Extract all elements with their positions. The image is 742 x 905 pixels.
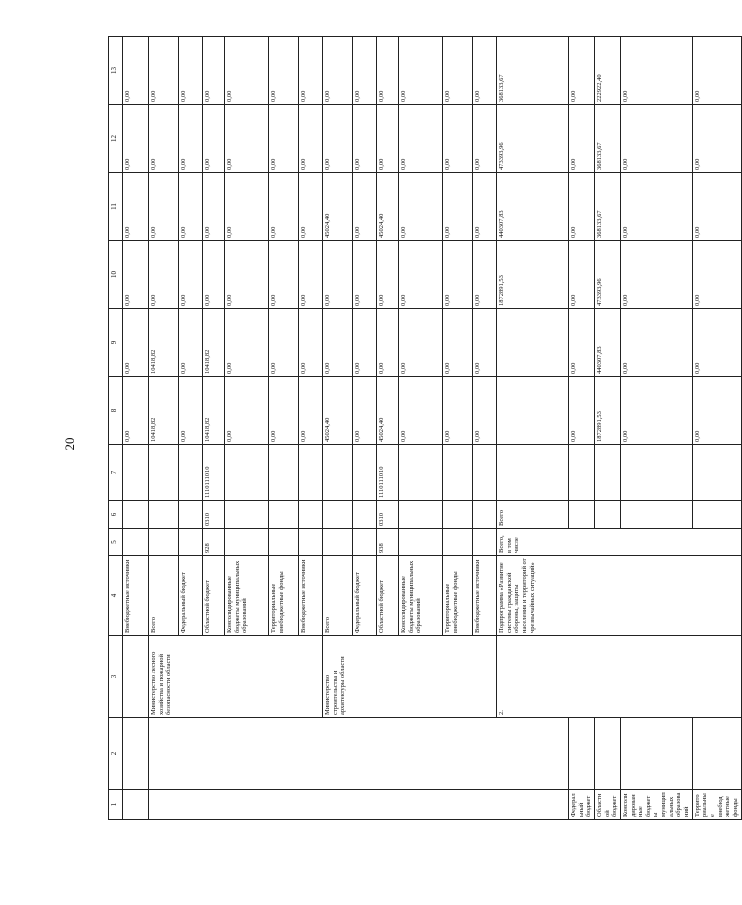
grbs-code-cell (473, 529, 497, 556)
amount-cell: 0,00 (179, 377, 203, 445)
section-code-cell (443, 501, 473, 529)
amount-cell: 0,00 (377, 37, 399, 105)
section-code-cell (568, 501, 594, 529)
amount-cell: 0,00 (692, 105, 741, 173)
amount-cell: 0,00 (473, 105, 497, 173)
target-article-cell (443, 445, 473, 501)
amount-cell: 0,00 (323, 37, 353, 105)
amount-cell: 0,00 (443, 37, 473, 105)
grbs-code-cell (443, 529, 473, 556)
amount-cell: 0,00 (225, 241, 269, 309)
amount-cell: 0,00 (692, 309, 741, 377)
amount-cell: 0,00 (269, 309, 299, 377)
amount-cell: 0,00 (399, 105, 443, 173)
header-cell: 6 (109, 501, 123, 529)
amount-cell: 0,00 (225, 105, 269, 173)
amount-cell: 0,00 (473, 37, 497, 105)
amount-cell: 0,00 (203, 241, 225, 309)
target-article-cell (269, 445, 299, 501)
amount-cell: 0,00 (149, 241, 179, 309)
amount-cell: 0,00 (473, 241, 497, 309)
amount-cell: 0,00 (123, 105, 149, 173)
amount-cell: 0,00 (299, 173, 323, 241)
grbs-code-cell (269, 529, 299, 556)
target-article-cell: 1110111010 (203, 445, 225, 501)
target-article-cell (225, 445, 269, 501)
amount-cell: 0,00 (568, 377, 594, 445)
section-code-cell (620, 501, 692, 529)
amount-cell: 0,00 (299, 377, 323, 445)
funding-source-cell: Областной бюджет (377, 556, 399, 636)
executor-cell: Министерство строительства и архитектуры области (323, 636, 497, 718)
amount-cell: 0,00 (179, 173, 203, 241)
amount-cell: 10418,82 (203, 309, 225, 377)
amount-cell: 0,00 (353, 309, 377, 377)
amount-cell: 0,00 (299, 105, 323, 173)
amount-cell: 0,00 (179, 309, 203, 377)
amount-cell: 0,00 (149, 37, 179, 105)
amount-cell: 1872891,53 (594, 377, 620, 445)
amount-cell: 0,00 (473, 309, 497, 377)
funding-source-cell: Федеральный бюджет (353, 556, 377, 636)
table-container (108, 37, 740, 820)
amount-cell: 0,00 (443, 377, 473, 445)
grbs-code-cell (149, 529, 179, 556)
amount-cell: 440307,83 (497, 173, 569, 241)
header-cell: 2 (109, 718, 123, 790)
amount-cell: 0,00 (473, 173, 497, 241)
header-cell: 3 (109, 636, 123, 718)
amount-cell: 0,00 (692, 173, 741, 241)
target-article-cell (399, 445, 443, 501)
amount-cell: 0,00 (399, 377, 443, 445)
executor-cell (123, 636, 149, 718)
amount-cell: 0,00 (620, 309, 692, 377)
amount-cell: 0,00 (377, 105, 399, 173)
amount-cell: 0,00 (323, 241, 353, 309)
grbs-code-cell (299, 529, 323, 556)
funding-source-cell: Внебюджетные источники (123, 556, 149, 636)
target-article-cell (473, 445, 497, 501)
amount-cell: 0,00 (692, 241, 741, 309)
funding-source-cell: Территориальные внебюджетные фонды (443, 556, 473, 636)
table-row (123, 37, 149, 820)
target-article-cell (353, 445, 377, 501)
amount-cell: 0,00 (299, 37, 323, 105)
amount-cell: 0,00 (568, 241, 594, 309)
section-code-cell (399, 501, 443, 529)
amount-cell: 0,00 (123, 377, 149, 445)
amount-cell: 0,00 (399, 173, 443, 241)
header-cell: 4 (109, 556, 123, 636)
amount-cell: 0,00 (149, 105, 179, 173)
grbs-code-cell: 928 (203, 529, 225, 556)
amount-cell: 0,00 (399, 37, 443, 105)
amount-cell: 0,00 (353, 105, 377, 173)
section-code-cell: 0310 (203, 501, 225, 529)
funding-source-cell: Всего (323, 556, 353, 636)
amount-cell: 0,00 (620, 241, 692, 309)
funding-source-cell: Всего (149, 556, 179, 636)
section-code-cell (179, 501, 203, 529)
header-cell: 13 (109, 37, 123, 105)
amount-cell: 0,00 (269, 377, 299, 445)
executor-cell: Министерство лесного хозяйства и пожарной безопасности области (149, 636, 323, 718)
target-article-cell (299, 445, 323, 501)
funding-source-cell: Областной бюджет (594, 790, 620, 820)
amount-cell: 0,00 (692, 37, 741, 105)
target-article-cell: 1110111010 (377, 445, 399, 501)
amount-cell: 0,00 (323, 105, 353, 173)
amount-cell: 0,00 (225, 377, 269, 445)
section-code-cell (123, 501, 149, 529)
amount-cell: 0,00 (203, 105, 225, 173)
amount-cell: 222922,40 (594, 37, 620, 105)
grbs-code-cell: 938 (377, 529, 399, 556)
header-cell: 5 (109, 529, 123, 556)
section-code-cell (692, 501, 741, 529)
amount-cell: 0,00 (399, 241, 443, 309)
row-number-cell (123, 790, 149, 820)
amount-cell: 45024,40 (323, 377, 353, 445)
executor-cell: Всего, в том числе (497, 529, 742, 556)
section-code-cell (497, 377, 569, 445)
amount-cell: 10418,82 (149, 377, 179, 445)
grbs-code-cell (497, 445, 569, 501)
amount-cell: 0,00 (443, 173, 473, 241)
grbs-code-cell (620, 718, 692, 790)
amount-cell: 0,00 (149, 173, 179, 241)
header-cell: 12 (109, 105, 123, 173)
table-row (497, 37, 569, 820)
amount-cell: 0,00 (377, 309, 399, 377)
section-code-cell (323, 501, 353, 529)
funding-source-cell: Территориальные внебюджетные фонды (692, 790, 741, 820)
section-code-cell (225, 501, 269, 529)
section-code-cell: 0310 (377, 501, 399, 529)
funding-source-cell: Консолидированные бюджеты муниципальных образований (399, 556, 443, 636)
amount-cell: 440307,83 (594, 309, 620, 377)
target-article-cell (594, 445, 620, 501)
grbs-code-cell (123, 529, 149, 556)
row-number-cell (149, 790, 569, 820)
amount-cell: 0,00 (269, 173, 299, 241)
amount-cell: 0,00 (123, 241, 149, 309)
funding-source-cell: Консолидированные бюджеты муниципальных образований (225, 556, 269, 636)
grbs-code-cell (399, 529, 443, 556)
budget-table (108, 36, 742, 820)
amount-cell: 45024,40 (377, 173, 399, 241)
grbs-code-cell (225, 529, 269, 556)
amount-cell: 0,00 (443, 309, 473, 377)
header-cell: 7 (109, 445, 123, 501)
header-row (109, 37, 123, 820)
target-article-cell (497, 309, 569, 377)
amount-cell: 0,00 (568, 309, 594, 377)
amount-cell: 0,00 (692, 377, 741, 445)
amount-cell: 0,00 (269, 37, 299, 105)
amount-cell: 0,00 (203, 37, 225, 105)
table-row (323, 37, 353, 820)
program-cell (149, 718, 569, 790)
amount-cell: 0,00 (568, 173, 594, 241)
section-code-cell (149, 501, 179, 529)
program-cell (123, 718, 149, 790)
row-number-cell: 2. (497, 636, 742, 718)
amount-cell: 0,00 (269, 241, 299, 309)
amount-cell: 0,00 (225, 173, 269, 241)
header-cell: 10 (109, 241, 123, 309)
amount-cell: 0,00 (203, 173, 225, 241)
rotated-table-frame (108, 37, 740, 820)
grbs-code-cell (179, 529, 203, 556)
funding-source-cell: Внебюджетные источники (473, 556, 497, 636)
amount-cell: 0,00 (620, 37, 692, 105)
grbs-code-cell (692, 718, 741, 790)
funding-source-cell: Федеральный бюджет (179, 556, 203, 636)
target-article-cell (149, 445, 179, 501)
section-code-cell (269, 501, 299, 529)
funding-source-cell: Областной бюджет (203, 556, 225, 636)
amount-cell: 0,00 (399, 309, 443, 377)
target-article-cell (568, 445, 594, 501)
amount-cell: 0,00 (620, 173, 692, 241)
table-row (149, 37, 179, 820)
funding-source-cell: Территориальные внебюджетные фонды (269, 556, 299, 636)
header-cell: 8 (109, 377, 123, 445)
amount-cell: 1872891,53 (497, 241, 569, 309)
target-article-cell (179, 445, 203, 501)
amount-cell: 10418,82 (149, 309, 179, 377)
amount-cell: 45024,40 (377, 377, 399, 445)
funding-source-cell: Федеральный бюджет (568, 790, 594, 820)
header-cell: 11 (109, 173, 123, 241)
target-article-cell (620, 445, 692, 501)
target-article-cell (323, 445, 353, 501)
amount-cell: 0,00 (123, 309, 149, 377)
amount-cell: 0,00 (353, 241, 377, 309)
funding-source-cell: Внебюджетные источники (299, 556, 323, 636)
amount-cell: 0,00 (377, 241, 399, 309)
amount-cell: 0,00 (568, 105, 594, 173)
grbs-code-cell (594, 718, 620, 790)
amount-cell: 45024,40 (323, 173, 353, 241)
amount-cell: 368133,67 (497, 37, 569, 105)
grbs-code-cell (323, 529, 353, 556)
program-cell: Подпрограмма «Развитие системы гражданской обороны, защиты населения и территорий от чрезвычайных ситуаций» (497, 556, 742, 636)
amount-cell: 0,00 (353, 377, 377, 445)
amount-cell: 368133,67 (594, 173, 620, 241)
header-cell: 9 (109, 309, 123, 377)
section-code-cell (353, 501, 377, 529)
grbs-code-cell (353, 529, 377, 556)
amount-cell: 0,00 (299, 241, 323, 309)
target-article-cell (692, 445, 741, 501)
amount-cell: 0,00 (123, 37, 149, 105)
amount-cell: 0,00 (473, 377, 497, 445)
funding-source-cell: Всего (497, 501, 569, 529)
amount-cell: 0,00 (299, 309, 323, 377)
amount-cell: 0,00 (179, 37, 203, 105)
amount-cell: 0,00 (620, 105, 692, 173)
section-code-cell (473, 501, 497, 529)
grbs-code-cell (568, 718, 594, 790)
funding-source-cell: Консолидированные бюджеты муниципальных образований (620, 790, 692, 820)
amount-cell: 0,00 (123, 173, 149, 241)
amount-cell: 0,00 (225, 37, 269, 105)
amount-cell: 0,00 (269, 105, 299, 173)
header-cell: 1 (109, 790, 123, 820)
amount-cell: 10418,82 (203, 377, 225, 445)
amount-cell: 0,00 (443, 241, 473, 309)
target-article-cell (123, 445, 149, 501)
amount-cell: 0,00 (620, 377, 692, 445)
amount-cell: 368133,67 (594, 105, 620, 173)
amount-cell: 473393,96 (497, 105, 569, 173)
amount-cell: 0,00 (353, 173, 377, 241)
page-number: 20 (62, 437, 77, 451)
amount-cell: 0,00 (568, 37, 594, 105)
amount-cell: 473393,96 (594, 241, 620, 309)
amount-cell: 0,00 (179, 241, 203, 309)
amount-cell: 0,00 (353, 37, 377, 105)
amount-cell: 0,00 (225, 309, 269, 377)
amount-cell: 0,00 (443, 105, 473, 173)
amount-cell: 0,00 (323, 309, 353, 377)
section-code-cell (594, 501, 620, 529)
amount-cell: 0,00 (179, 105, 203, 173)
section-code-cell (299, 501, 323, 529)
